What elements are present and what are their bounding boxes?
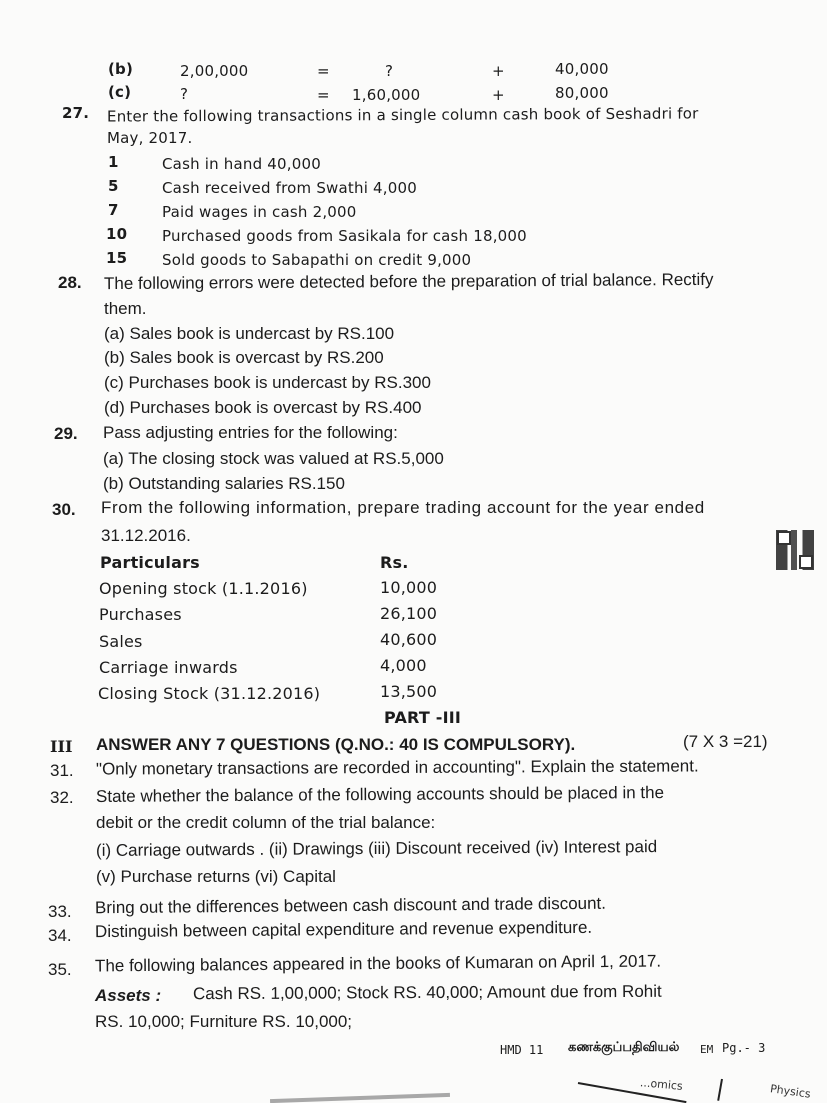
row-label: (c) (108, 83, 132, 101)
transaction: Cash received from Swathi 4,000 (162, 179, 417, 197)
table-cell: 40,600 (380, 630, 438, 649)
paper-code: HMD 11 (500, 1043, 544, 1057)
subject-name: கணக்குப்பதிவியல் (568, 1040, 680, 1055)
table-cell: 10,000 (380, 578, 438, 597)
question-number: 27. (62, 104, 90, 122)
bottom-tab-economics: ...omics (639, 1076, 684, 1093)
day: 10 (106, 225, 128, 243)
section-marks: (7 X 3 =21) (683, 732, 768, 751)
table-cell: Sales (99, 632, 143, 651)
question-text: From the following information, prepare trading account for the year ended (101, 498, 705, 517)
question-number: 29. (54, 424, 78, 443)
bottom-tab-physics: Physics (769, 1082, 812, 1101)
assets-label: Assets : (95, 986, 162, 1005)
plus-sign: + (492, 62, 505, 80)
value-a: 2,00,000 (180, 62, 249, 80)
adjustment-b: (b) Outstanding salaries RS.150 (103, 474, 345, 493)
question-number: 33. (48, 902, 72, 921)
transaction: Paid wages in cash 2,000 (162, 203, 357, 221)
error-item-c: (c) Purchases book is undercast by RS.300 (104, 373, 431, 392)
table-cell: Closing Stock (31.12.2016) (98, 684, 321, 703)
question-text: Bring out the differences between cash discount and trade discount. (94, 893, 607, 918)
error-item-d: (d) Purchases book is overcast by RS.400 (104, 398, 422, 417)
table-cell: Purchases (99, 605, 182, 624)
transaction: Sold goods to Sabapathi on credit 9,000 (162, 251, 472, 269)
question-text: "Only monetary transactions are recorded in accounting". Explain the statement. (95, 756, 699, 779)
error-item-b: (b) Sales book is overcast by RS.200 (104, 348, 384, 367)
section-instruction: ANSWER ANY 7 QUESTIONS (Q.NO.: 40 IS COMPULSORY). (96, 735, 576, 754)
scan-artifact (270, 1093, 450, 1103)
question-text: The following errors were detected before the preparation of trial balance. Rectify (103, 269, 714, 294)
value-c: 80,000 (555, 84, 609, 102)
question-text: Distinguish between capital expenditure and revenue expenditure. (94, 917, 593, 942)
table-header-particulars: Particulars (100, 553, 200, 572)
row-label: (b) (108, 60, 134, 78)
value-b: ? (385, 62, 394, 80)
table-cell: Carriage inwards (99, 658, 238, 677)
day: 7 (108, 201, 119, 219)
table-cell: 13,500 (380, 682, 438, 701)
transaction: Purchased goods from Sasikala for cash 18,000 (162, 227, 527, 245)
table-cell: 26,100 (380, 604, 438, 623)
footer-divider (717, 1079, 723, 1101)
adjustment-a: (a) The closing stock was valued at RS.5,000 (103, 449, 444, 468)
page-number: Pg.- 3 (722, 1041, 766, 1055)
question-text: State whether the balance of the following accounts should be placed in the (95, 783, 665, 806)
question-text-cont: them. (104, 299, 147, 318)
question-text: The following balances appeared in the books of Kumaran on April 1, 2017. (94, 951, 662, 976)
table-cell: 4,000 (380, 656, 427, 675)
value-b: 1,60,000 (352, 86, 421, 104)
assets-line-1: Cash RS. 1,00,000; Stock RS. 40,000; Amount due from Rohit (192, 981, 662, 1004)
question-number: 31. (50, 761, 74, 780)
equals-sign: = (317, 86, 330, 104)
section-roman: III (50, 737, 73, 756)
value-c: 40,000 (555, 60, 609, 78)
day: 5 (108, 177, 119, 195)
day: 1 (108, 153, 119, 171)
equals-sign: = (317, 62, 330, 80)
account-list-2: (v) Purchase returns (vi) Capital (96, 867, 336, 886)
assets-line-2: RS. 10,000; Furniture RS. 10,000; (95, 1012, 353, 1031)
question-text: Pass adjusting entries for the following: (103, 423, 398, 442)
account-list-1: (i) Carriage outwards . (ii) Drawings (iii) Discount received (iv) Interest paid (95, 837, 658, 860)
question-text-cont: May, 2017. (107, 129, 193, 147)
question-number: 34. (48, 926, 72, 945)
question-number: 28. (58, 273, 82, 292)
table-header-amount: Rs. (380, 553, 409, 572)
qr-code-icon (776, 530, 814, 570)
question-number: 35. (48, 960, 72, 979)
transaction: Cash in hand 40,000 (162, 155, 321, 173)
part-title: PART -III (384, 708, 462, 727)
question-number: 32. (50, 788, 74, 807)
question-text: Enter the following transactions in a single column cash book of Seshadri for (106, 104, 699, 126)
question-text-cont: debit or the credit column of the trial balance: (96, 813, 436, 832)
question-number: 30. (52, 500, 76, 519)
question-text-cont: 31.12.2016. (101, 526, 191, 545)
error-item-a: (a) Sales book is undercast by RS.100 (104, 324, 395, 343)
table-cell: Opening stock (1.1.2016) (99, 579, 308, 598)
medium: EM (700, 1043, 714, 1056)
day: 15 (106, 249, 128, 267)
plus-sign: + (492, 86, 505, 104)
value-a: ? (180, 85, 189, 103)
